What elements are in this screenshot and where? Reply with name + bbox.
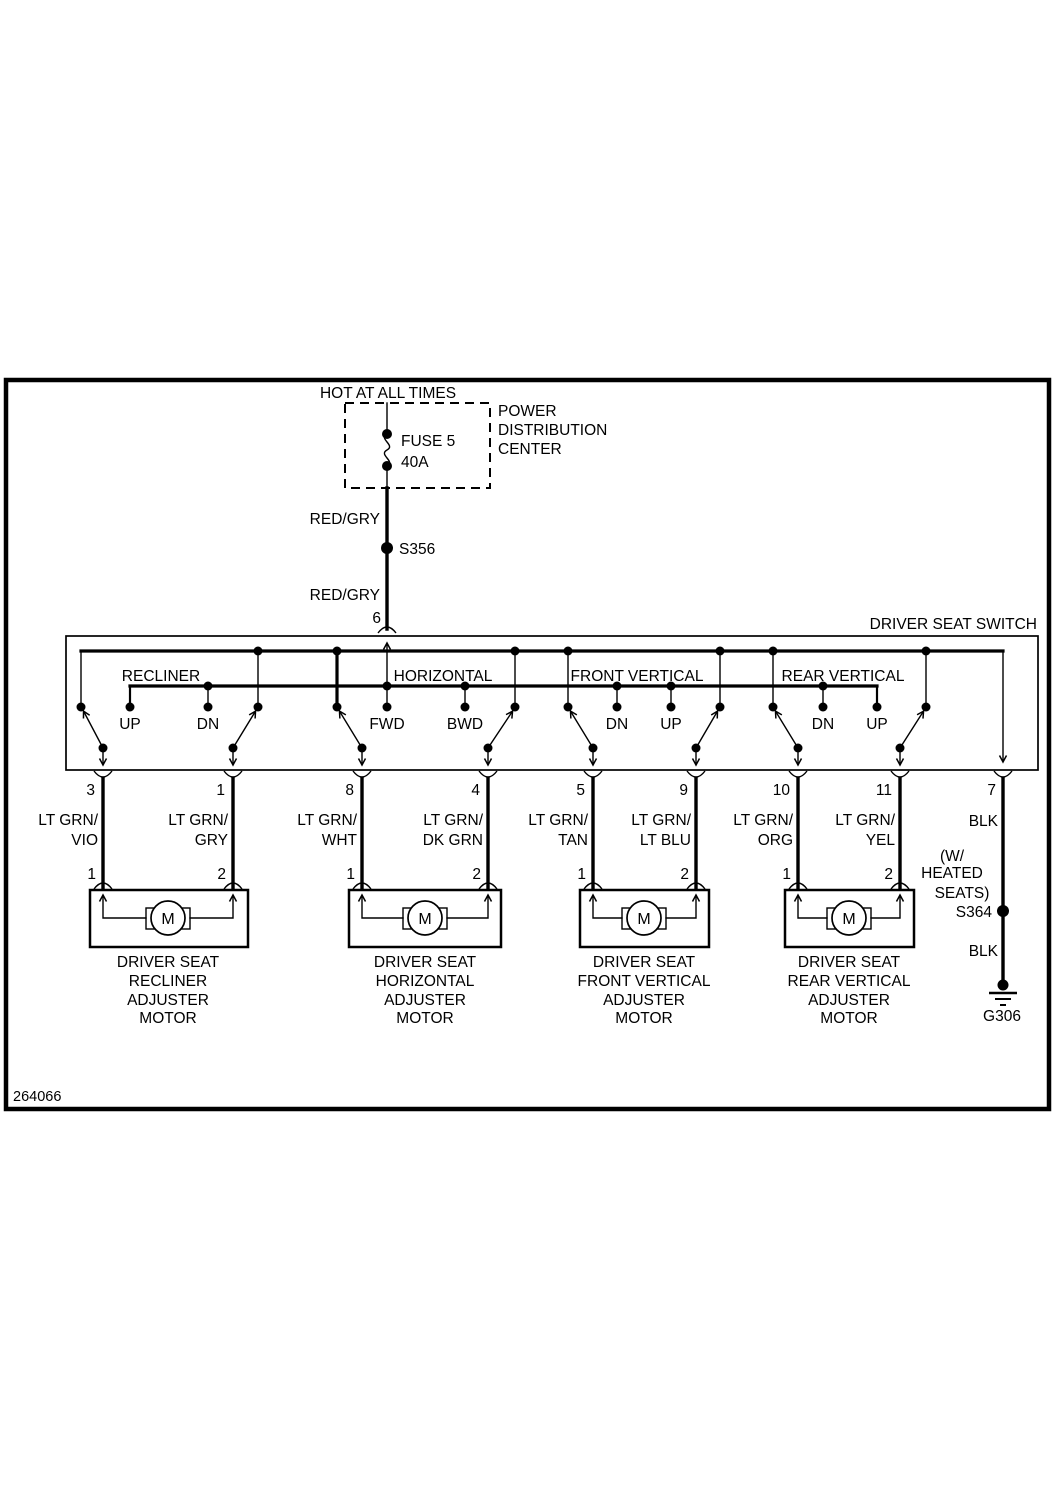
svg-text:VIO: VIO xyxy=(71,832,98,849)
splice-s364-label: S364 xyxy=(955,904,992,921)
motor-label-line: ADJUSTER xyxy=(808,992,890,1009)
motor-symbol-letter: M xyxy=(637,911,651,928)
button-label: UP xyxy=(660,716,682,733)
motor-pin-label: 2 xyxy=(217,866,226,883)
switch-arm xyxy=(900,712,923,748)
switch-pin-label: 7 xyxy=(987,782,996,799)
motor-symbol-letter: M xyxy=(842,911,856,928)
junction-dot xyxy=(769,647,778,656)
ground-connection-dot xyxy=(998,980,1009,991)
fuse-rating-label: 40A xyxy=(401,454,429,471)
heated-seats-note: HEATED xyxy=(921,865,983,882)
switch-pin-label: 4 xyxy=(471,782,480,799)
splice-s364 xyxy=(997,905,1009,917)
motor-symbol-letter: M xyxy=(161,911,175,928)
svg-text:DK GRN: DK GRN xyxy=(422,832,483,849)
svg-text:LT BLU: LT BLU xyxy=(639,832,691,849)
junction-dot xyxy=(254,647,263,656)
heated-seats-note: SEATS) xyxy=(934,885,990,902)
svg-text:LT GRN/: LT GRN/ xyxy=(38,812,98,829)
figure-number: 264066 xyxy=(13,1089,62,1105)
fuse-name-label: FUSE 5 xyxy=(401,433,456,450)
motor-inner-wire xyxy=(871,896,900,918)
svg-text:LT GRN/: LT GRN/ xyxy=(297,812,357,829)
svg-text:LT GRN/: LT GRN/ xyxy=(835,812,895,829)
motor-label-line: MOTOR xyxy=(615,1010,673,1027)
switch-pin-label: 10 xyxy=(772,782,790,799)
motor-label-line: HORIZONTAL xyxy=(375,973,475,990)
switch-pin-label: 1 xyxy=(216,782,225,799)
section-label-front-vertical: FRONT VERTICAL xyxy=(570,668,704,685)
wire-color-label: RED/GRY xyxy=(309,587,380,604)
motor-label-line: MOTOR xyxy=(139,1010,197,1027)
motor-recliner xyxy=(90,890,248,1027)
svg-text:WHT: WHT xyxy=(321,832,357,849)
motor-inner-wire xyxy=(103,896,146,918)
wire-color-label: BLK xyxy=(968,943,998,960)
wire-color-label: RED/GRY xyxy=(309,511,380,528)
motor-pin-label: 1 xyxy=(87,866,96,883)
splice-s356-label: S356 xyxy=(399,541,436,558)
switch-connector-arcs xyxy=(94,771,1012,777)
button-label: UP xyxy=(866,716,888,733)
motor-inner-wire xyxy=(798,896,827,918)
motor-front-vertical xyxy=(578,890,711,1027)
junction-dot xyxy=(204,682,213,691)
motor-label-line: REAR VERTICAL xyxy=(787,973,911,990)
ground-symbol xyxy=(989,993,1017,1005)
motor-label-line: MOTOR xyxy=(820,1010,878,1027)
power-distribution-center xyxy=(320,385,607,488)
heated-seats-note: (W/ xyxy=(939,848,965,865)
button-label: DN xyxy=(811,716,835,733)
pdc-label-line1: POWER xyxy=(498,403,557,420)
motor-label-line: DRIVER SEAT xyxy=(116,954,220,971)
hot-at-all-times-label: HOT AT ALL TIMES xyxy=(319,385,457,402)
motor-pin-label: 1 xyxy=(782,866,791,883)
motor-inner-wire xyxy=(362,896,403,918)
section-label-rear-vertical: REAR VERTICAL xyxy=(781,668,905,685)
motor-pin-label: 2 xyxy=(680,866,689,883)
svg-text:LT GRN/: LT GRN/ xyxy=(168,812,228,829)
junction-dot xyxy=(922,647,931,656)
ground-id-label: G306 xyxy=(983,1008,1021,1025)
power-contacts xyxy=(126,703,882,712)
svg-text:GRY: GRY xyxy=(194,832,228,849)
motor-label-line: ADJUSTER xyxy=(384,992,466,1009)
switch-pin-6-label: 6 xyxy=(372,610,381,627)
motor-label-line: DRIVER SEAT xyxy=(592,954,696,971)
junction-dot xyxy=(511,647,520,656)
ground-path xyxy=(921,779,1021,1025)
motor-rear-vertical xyxy=(785,890,914,1027)
motor-label-line: RECLINER xyxy=(128,973,208,990)
button-label: DN xyxy=(196,716,220,733)
switch-arm xyxy=(340,712,362,748)
motor-inner-wire xyxy=(190,896,233,918)
junction-dot xyxy=(564,647,573,656)
svg-text:LT GRN/: LT GRN/ xyxy=(733,812,793,829)
motor-label-line: FRONT VERTICAL xyxy=(577,973,711,990)
switch-arm xyxy=(696,712,717,748)
switch-title: DRIVER SEAT SWITCH xyxy=(869,616,1037,633)
splice-s356 xyxy=(381,542,393,554)
pdc-label-line3: CENTER xyxy=(498,441,562,458)
motor-label-line: ADJUSTER xyxy=(603,992,685,1009)
section-label-recliner: RECLINER xyxy=(121,668,201,685)
motor-label-line: DRIVER SEAT xyxy=(373,954,477,971)
pdc-label-line2: DISTRIBUTION xyxy=(498,422,608,439)
motor-inner-wire xyxy=(666,896,696,918)
switch-arm xyxy=(571,712,593,748)
switch-box xyxy=(66,636,1038,770)
junction-dot xyxy=(333,647,342,656)
motor-symbol-letter: M xyxy=(418,911,432,928)
motor-inner-wire xyxy=(593,896,622,918)
motor-pin-label: 2 xyxy=(472,866,481,883)
switch-pin-label: 5 xyxy=(576,782,585,799)
switch-pin-label: 11 xyxy=(875,782,892,799)
motor-horizontal xyxy=(349,890,501,1027)
motor-pin-label: 1 xyxy=(346,866,355,883)
power-feed-wire xyxy=(310,488,436,633)
svg-text:ORG: ORG xyxy=(757,832,793,849)
button-label: FWD xyxy=(369,716,405,733)
driver-seat-switch xyxy=(66,616,1038,770)
switch-arm xyxy=(84,712,103,748)
svg-text:LT GRN/: LT GRN/ xyxy=(631,812,691,829)
motor-pin-label: 1 xyxy=(577,866,586,883)
switch-arm xyxy=(776,712,798,748)
section-label-horizontal: HORIZONTAL xyxy=(393,668,493,685)
button-label: DN xyxy=(605,716,629,733)
svg-text:LT GRN/: LT GRN/ xyxy=(423,812,483,829)
button-label: BWD xyxy=(446,716,484,733)
switch-arm xyxy=(488,712,512,748)
svg-text:YEL: YEL xyxy=(865,832,895,849)
motor-connector-arcs xyxy=(94,883,909,889)
svg-text:TAN: TAN xyxy=(558,832,588,849)
switch-pin-label: 9 xyxy=(679,782,688,799)
switch-pin-label: 8 xyxy=(345,782,354,799)
motor-pin-label: 2 xyxy=(884,866,893,883)
wire-color-labels xyxy=(38,812,895,849)
motor-label-line: MOTOR xyxy=(396,1010,454,1027)
switch-pin-label: 3 xyxy=(86,782,95,799)
junction-dot xyxy=(716,647,725,656)
motor-label-line: ADJUSTER xyxy=(127,992,209,1009)
motor-inner-wire xyxy=(447,896,488,918)
switch-arm xyxy=(233,712,255,748)
motor-label-line: DRIVER SEAT xyxy=(797,954,901,971)
wire-color-label: BLK xyxy=(968,813,998,830)
button-label: UP xyxy=(119,716,141,733)
svg-text:LT GRN/: LT GRN/ xyxy=(528,812,588,829)
